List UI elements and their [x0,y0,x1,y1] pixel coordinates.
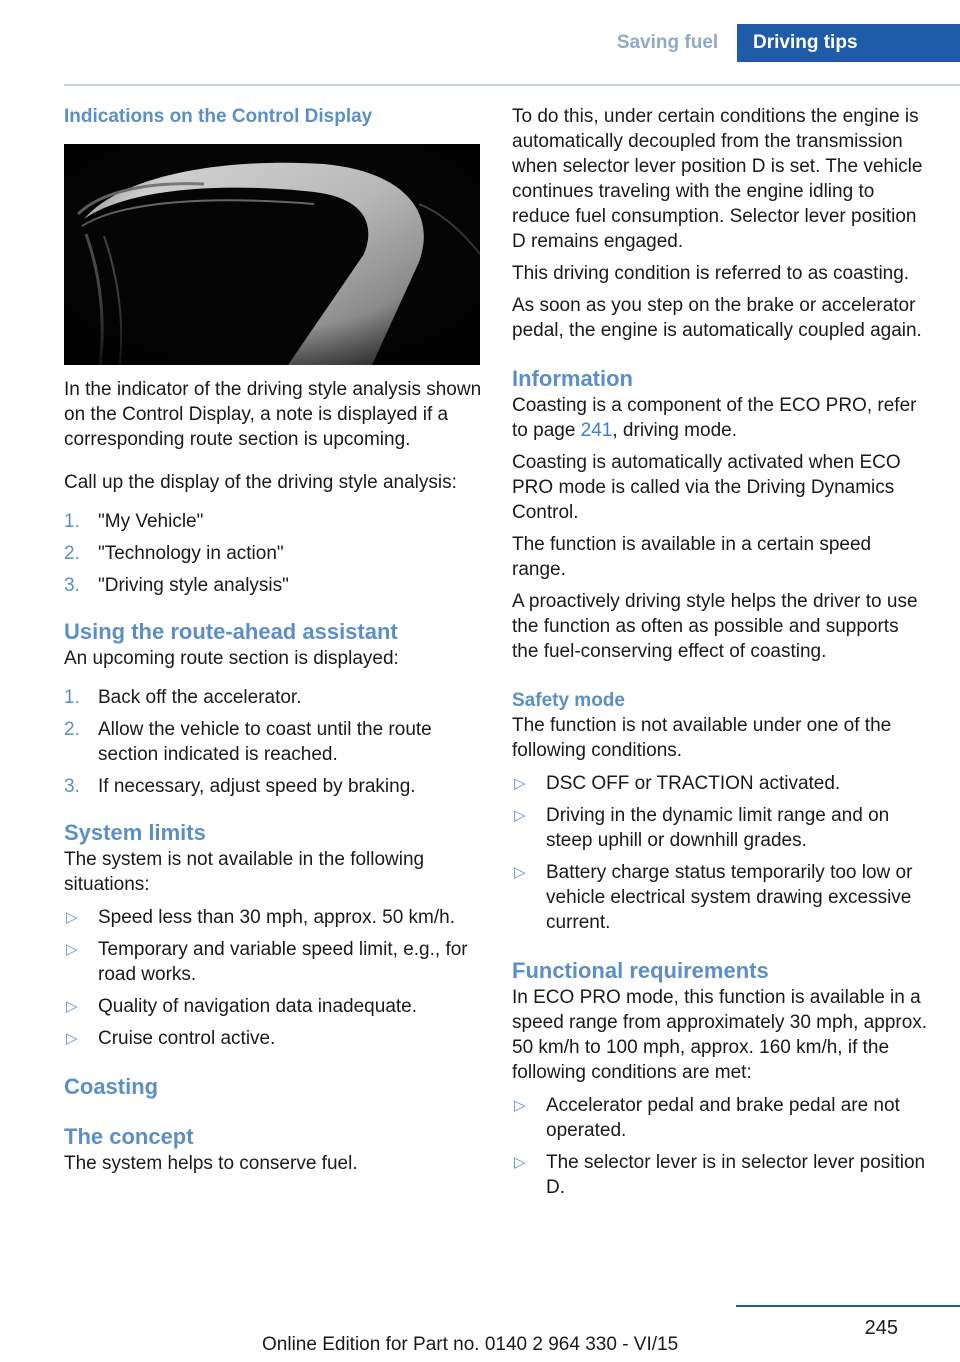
list-item [512,860,928,935]
limit-text: Cruise control active. [98,1028,276,1049]
list-item [64,541,484,566]
list-item [64,774,484,799]
requirement-text: The selector lever is in selector lever position D. [546,1152,926,1198]
paragraph-indicator: In the indicator of the driving style analysis shown on the Control Display, a note is displayed if a corresponding route section is upcoming. [64,379,482,450]
list-item [512,803,928,853]
bullet-triangle-icon: ▷ [514,807,526,824]
heading-information: Information [512,366,633,391]
list-item [64,994,484,1019]
limit-text: Temporary and variable speed limit, e.g., for road works. [98,939,468,985]
list-item [64,509,484,534]
bullet-triangle-icon: ▷ [66,998,78,1015]
step-number: 1. [64,511,80,532]
heading-coasting: Coasting [64,1074,159,1099]
requirement-text: Accelerator pedal and brake pedal are not operated. [546,1095,900,1141]
paragraph-to-do-this: To do this, under certain conditions the engine is automatically decoupled from the transmission when selector lever position D is set. The vehicle continues traveling with the engine idling to reduce fuel consumption. Selector lever position D remains engaged. [512,106,923,252]
requirements-list [512,1093,928,1200]
safety-text: DSC OFF or TRACTION activated. [546,773,841,794]
step-number: 3. [64,776,80,797]
paragraph-proactive: A proactively driving style helps the driver to use the function as often as possible and supports the fuel-conserving effect of coasting. [512,591,918,662]
list-item [512,1150,928,1200]
step-text: Allow the vehicle to coast until the route section indicated is reached. [98,719,432,765]
left-column [64,104,484,1176]
list-item [512,771,928,796]
page-header [0,24,960,62]
list-item [64,717,484,767]
step-text: If necessary, adjust speed by braking. [98,776,416,797]
paragraph-safety: The function is not available under one of the following conditions. [512,715,892,761]
header-tab-driving-tips[interactable]: Driving tips [737,24,960,62]
info-text-post: , driving mode. [612,420,737,441]
safety-list [512,771,928,935]
page-reference-link[interactable]: 241 [580,420,613,441]
step-number: 1. [64,687,80,708]
road-illustration [64,144,480,365]
paragraph-limits: The system is not available in the following situations: [64,849,425,895]
limit-text: Quality of navigation data inadequate. [98,996,418,1017]
bullet-triangle-icon: ▷ [514,864,526,881]
heading-safety-mode: Safety mode [512,690,625,711]
limit-text: Speed less than 30 mph, approx. 50 km/h. [98,907,455,928]
heading-functional-requirements: Functional requirements [512,958,769,983]
page-number: 245 [864,1317,898,1339]
list-item [64,937,484,987]
bullet-triangle-icon: ▷ [514,1154,526,1171]
heading-using-route-ahead: Using the route-ahead assistant [64,619,398,644]
step-text: Back off the accelerator. [98,687,302,708]
paragraph-upcoming: An upcoming route section is displayed: [64,648,399,669]
route-ahead-display-image [64,144,480,365]
safety-text: Battery charge status temporarily too low or vehicle electrical system drawing excessive current. [546,862,913,933]
paragraph-functional: In ECO PRO mode, this function is available in a speed range from approximately 30 mph, approx. 50 km/h to 100 mph, approx. 160 km/h, if the following conditions are met: [512,987,928,1083]
paragraph-concept: The system helps to conserve fuel. [64,1153,358,1174]
paragraph-call-up: Call up the display of the driving style analysis: [64,472,457,493]
list-item [512,1093,928,1143]
paragraph-referred: This driving condition is referred to as coasting. [512,263,910,284]
bullet-triangle-icon: ▷ [66,909,78,926]
list-item [64,573,484,598]
bullet-triangle-icon: ▷ [514,775,526,792]
step-number: 2. [64,543,80,564]
heading-indications: Indications on the Control Display [64,106,373,127]
step-text: "Driving style analysis" [98,575,289,596]
paragraph-info [512,393,928,443]
list-item [64,905,484,930]
step-text: "Technology in action" [98,543,284,564]
paragraph-as-soon: As soon as you step on the brake or accelerator pedal, the engine is automatically coupled again. [512,295,922,341]
right-column [512,104,928,1200]
safety-text: Driving in the dynamic limit range and on steep uphill or downhill grades. [546,805,890,851]
bullet-triangle-icon: ▷ [66,1030,78,1047]
heading-system-limits: System limits [64,820,206,845]
list-item [64,685,484,710]
header-tab-saving-fuel[interactable]: Saving fuel [616,32,719,53]
step-number: 3. [64,575,80,596]
step-text: "My Vehicle" [98,511,204,532]
header-divider [64,84,960,86]
step-number: 2. [64,719,80,740]
footer-divider [736,1305,960,1307]
using-steps-list [64,685,484,799]
bullet-triangle-icon: ▷ [66,941,78,958]
paragraph-range: The function is available in a certain speed range. [512,534,872,580]
list-item [64,1026,484,1051]
call-up-steps-list [64,509,484,598]
heading-the-concept: The concept [64,1124,194,1149]
info-text-pre: Coasting is a component of the ECO PRO, refer to page [512,395,917,441]
paragraph-activated: Coasting is automatically activated when ECO PRO mode is called via the Driving Dynamics Control. [512,452,901,523]
bullet-triangle-icon: ▷ [514,1097,526,1114]
footer-edition: Online Edition for Part no. 0140 2 964 330 - VI/15 [262,1334,679,1355]
limits-list [64,905,484,1051]
